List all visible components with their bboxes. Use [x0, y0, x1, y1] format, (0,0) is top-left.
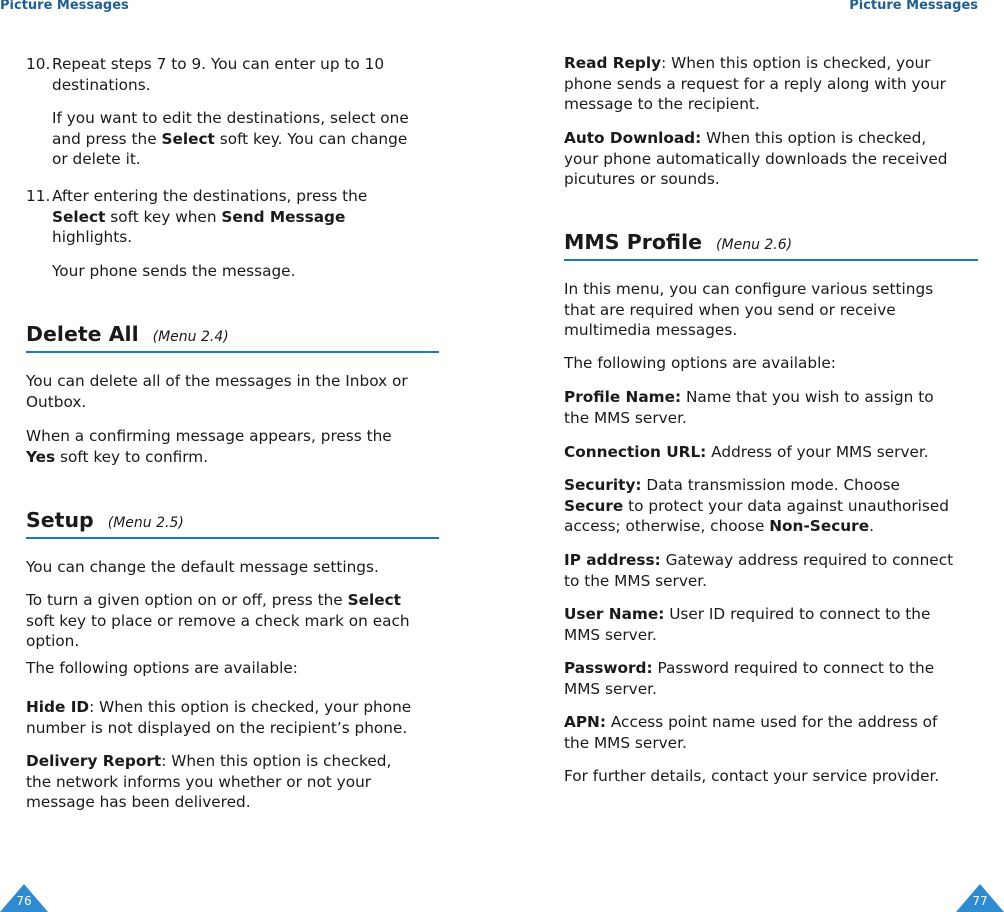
delete-all-para-1 [26, 371, 438, 412]
text: to protect your data against unauthorised [623, 496, 950, 515]
connection-url-option [564, 442, 978, 463]
text: When this option is checked, [701, 129, 927, 147]
text-line: that are required when you send or receive [564, 300, 896, 319]
read-reply-option [564, 53, 978, 115]
running-head: Picture Messages [849, 0, 978, 13]
step-text-line: After entering the destinations, press the [52, 187, 368, 205]
section-title-text: Delete All [26, 322, 139, 346]
setup-para-3: The following options are available: [26, 659, 298, 677]
menu-ref: (Menu 2.6) [716, 237, 793, 253]
text: soft key. You can change [214, 129, 408, 148]
page-number-tab [956, 884, 1004, 912]
text-line [564, 550, 978, 571]
section-rule [26, 351, 439, 353]
text-line: You can delete all of the messages in the Inbox or [26, 372, 408, 390]
bold-term: Send Message [221, 207, 346, 226]
bold-term: Select [161, 129, 215, 148]
section-rule [564, 259, 978, 261]
hide-id-option [26, 697, 438, 738]
text-line: Outbox. [26, 392, 87, 411]
text-line: multimedia messages. [564, 321, 738, 339]
text-line [564, 387, 978, 408]
bold-term: Non-Secure [769, 517, 870, 535]
bold-term: Select [347, 591, 401, 609]
text-line [52, 129, 442, 150]
step-number: 11. [26, 187, 51, 205]
auto-download-option [564, 128, 978, 190]
running-head: Picture Messages [0, 0, 129, 13]
bold-term: Delivery Report [26, 752, 162, 770]
bold-term: IP address: [564, 551, 661, 569]
text-line [564, 604, 978, 625]
ip-address-option [564, 550, 978, 591]
page-number-tab [0, 884, 48, 912]
bold-term: Security: [564, 476, 642, 494]
text-line [26, 697, 438, 718]
text: soft key when [105, 207, 222, 226]
bold-term: Profile Name: [564, 388, 682, 406]
bold-term: Password: [564, 659, 653, 677]
page-number: 77 [972, 894, 988, 908]
text: Name that you wish to assign to [681, 388, 934, 406]
password-option [564, 658, 978, 699]
right-page [502, 0, 1004, 912]
text-line: highlights. [52, 228, 133, 246]
text-line [564, 475, 978, 496]
text-line [564, 496, 978, 517]
text-line [26, 590, 438, 611]
text: soft key to confirm. [55, 447, 209, 466]
text-line: MMS server. [564, 679, 657, 698]
section-rule [26, 537, 439, 539]
text-line [52, 207, 442, 228]
text: : When this option is checked, [161, 752, 392, 770]
profile-name-option [564, 387, 978, 428]
text: Password required to connect to the [652, 659, 935, 677]
text: User ID required to connect to the [664, 605, 931, 623]
text: : When this option is checked, your [661, 54, 931, 72]
text-line [564, 516, 978, 537]
mms-available: The following options are available: [564, 354, 836, 372]
text-line: soft key to place or remove a check mark on each [26, 611, 410, 630]
security-option [564, 475, 978, 537]
text: Gateway address required to connect [660, 551, 954, 569]
text: : When this option is checked, your phone [89, 698, 412, 716]
text-line: message has been delivered. [26, 793, 251, 811]
bold-term: Yes [26, 447, 56, 466]
text-line [564, 128, 978, 149]
bold-term: Read Reply [564, 54, 662, 72]
text-line [26, 751, 438, 772]
section-title-text: Setup [26, 508, 94, 532]
text-line [564, 658, 978, 679]
text-line: If you want to edit the destinations, select one [52, 109, 409, 127]
menu-ref: (Menu 2.4) [152, 329, 229, 345]
bold-term: Hide ID [26, 698, 90, 716]
text: Access point name used for the address of [605, 713, 938, 731]
mms-intro [564, 279, 978, 341]
text: . [869, 517, 874, 535]
bold-term: Secure [564, 496, 624, 515]
text-line [564, 712, 978, 733]
apn-option [564, 712, 978, 753]
menu-ref: (Menu 2.5) [107, 515, 184, 531]
text-line [26, 447, 438, 468]
text: Data transmission mode. Choose [641, 476, 900, 494]
text-line: to the MMS server. [564, 571, 708, 590]
step-number: 10. [26, 55, 51, 73]
setup-para-2 [26, 590, 438, 652]
step-text-line: destinations. [52, 75, 151, 94]
page-number: 76 [16, 894, 32, 908]
bold-term: Auto Download: [564, 129, 702, 147]
text-line: picutures or sounds. [564, 170, 720, 188]
section-title-setup [26, 508, 184, 532]
text: and press the [52, 129, 162, 148]
text-line [564, 53, 978, 74]
user-name-option [564, 604, 978, 645]
bold-term: User Name: [564, 605, 665, 623]
text-line: When a confirming message appears, press the [26, 427, 392, 445]
step-10-edit-para [52, 108, 442, 170]
text-line: message to the recipient. [564, 95, 760, 113]
text: Address of your MMS server. [706, 443, 929, 461]
bold-term: Select [52, 207, 106, 226]
text-line: the network informs you whether or not your [26, 772, 372, 791]
setup-para-1: You can change the default message settings. [26, 558, 379, 576]
text-line: In this menu, you can configure various settings [564, 280, 934, 298]
further-details: For further details, contact your service provider. [564, 767, 940, 785]
section-title-mms-profile [564, 230, 792, 254]
text-line: the MMS server. [564, 408, 687, 427]
text-line: the MMS server. [564, 733, 687, 752]
text-line: option. [26, 632, 80, 650]
bold-term: APN: [564, 713, 606, 731]
step-text-line: Repeat steps 7 to 9. You can enter up to 10 [52, 55, 385, 73]
text-line: your phone automatically downloads the received [564, 149, 948, 168]
bold-term: Connection URL: [564, 443, 707, 461]
delete-all-para-2 [26, 426, 438, 467]
text: access; otherwise, choose [564, 517, 770, 535]
section-title-text: MMS Profile [564, 230, 703, 254]
delivery-report-option [26, 751, 438, 813]
step-11-result: Your phone sends the message. [52, 262, 296, 280]
text-line: phone sends a request for a reply along with your [564, 74, 946, 93]
text-line: MMS server. [564, 625, 657, 644]
section-title-delete-all [26, 322, 229, 346]
text: To turn a given option on or off, press the [26, 591, 348, 609]
text-line: or delete it. [52, 150, 141, 168]
text-line [564, 442, 978, 463]
text-line: number is not displayed on the recipient’s phone. [26, 718, 408, 737]
